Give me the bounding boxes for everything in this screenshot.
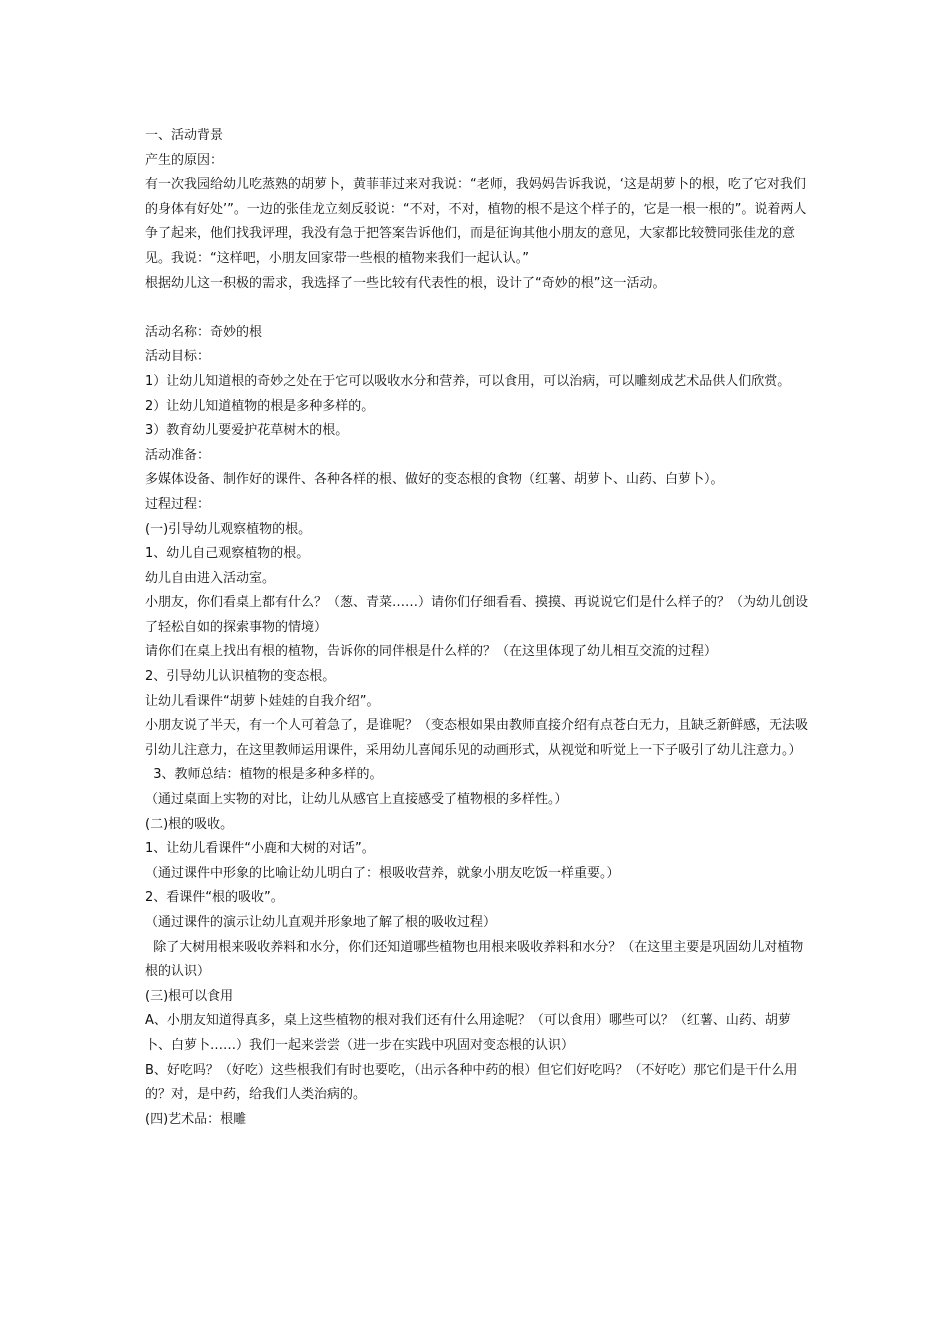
process-text: 小朋友说了半天，有一个人可着急了，是谁呢？（变态根如果由教师直接介绍有点苍白无力，且缺乏新鲜感，无法吸引幼儿注意力，在这里教师运用课件，采用幼儿喜闻乐见的动画形式，从视觉和听觉上一下子吸引了幼儿注意力。） [145, 718, 809, 758]
process-text: 让幼儿看课件“胡萝卜娃娃的自我介绍”。 [145, 693, 380, 709]
process-heading: 过程过程： [145, 496, 211, 512]
process-text: 小朋友，你们看桌上都有什么？（葱、青菜……）请你们仔细看看、摸摸、再说说它们是什么样子的？（为幼儿创设了轻松自如的探索事物的情境） [145, 595, 809, 635]
preparation-heading: 活动准备： [145, 447, 211, 463]
subheading-cause: 产生的原因： [145, 152, 224, 168]
preparation-text: 多媒体设备、制作好的课件、各种各样的根、做好的变态根的食物（红薯、胡萝卜、山药、白萝卜）。 [145, 472, 724, 488]
goal-item-1: 1）让幼儿知道根的奇妙之处在于它可以吸收水分和营养，可以食用，可以治病，可以雕刻成艺术品供人们欣赏。 [145, 373, 791, 389]
goal-item-3: 3）教育幼儿要爱护花草树木的根。 [145, 423, 349, 439]
process-text: （通过课件的演示让幼儿直观并形象地了解了根的吸收过程） [145, 915, 497, 930]
process-text: 请你们在桌上找出有根的植物，告诉你的同伴根是什么样的？（在这里体现了幼儿相互交流的过程） [145, 644, 718, 660]
blank-line [145, 296, 810, 321]
process-step: 3、教师总结：植物的根是多种多样的。 [145, 767, 383, 783]
activity-goals-heading: 活动目标： [145, 349, 211, 365]
document-page [145, 124, 810, 1132]
process-text: （通过桌面上实物的对比，让幼儿从感官上直接感受了植物根的多样性。） [145, 792, 568, 808]
process-part-1-heading: (一)引导幼儿观察植物的根。 [145, 521, 312, 537]
process-text: 幼儿自由进入活动室。 [145, 570, 276, 586]
process-step: 1、让幼儿看课件“小鹿和大树的对话”。 [145, 841, 375, 857]
process-step: 2、引导幼儿认识植物的变态根。 [145, 669, 336, 685]
paragraph-design: 根据幼儿这一积极的需求，我选择了一些比较有代表性的根，设计了“奇妙的根”这一活动。 [145, 275, 666, 291]
process-text: （通过课件中形象的比喻让幼儿明白了：根吸收营养，就象小朋友吃饭一样重要。） [145, 865, 620, 881]
process-part-4-heading: (四)艺术品：根雕 [145, 1111, 247, 1127]
goal-item-2: 2）让幼儿知道植物的根是多种多样的。 [145, 398, 375, 414]
process-part-3-heading: (三)根可以食用 [145, 988, 234, 1004]
process-text: A、小朋友知道得真多，桌上这些植物的根对我们还有什么用途呢？（可以食用）哪些可以？（红薯、山药、胡萝卜、白萝卜……）我们一起来尝尝（进一步在实践中巩固对变态根的认识） [145, 1013, 791, 1053]
paragraph-story: 有一次我园给幼儿吃蒸熟的胡萝卜，黄菲菲过来对我说：“老师，我妈妈告诉我说，‘这是胡萝卜的根，吃了它对我们的身体有好处’”。一边的张佳龙立刻反驳说：“不对，不对，植物的根不是这个样子的，它是一根一根的”。说着两人争了起来，他们找我评理，我没有急于把答案告诉他们，而是征询其他小朋友的意见，大家都比较赞同张佳龙的意见。我说：“这样吧，小朋友回家带一些根的植物来我们一起认认。” [145, 177, 807, 266]
activity-name: 活动名称：奇妙的根 [145, 324, 263, 340]
process-text: B、好吃吗？（好吃）这些根我们有时也要吃，（出示各种中药的根）但它们好吃吗？（不好吃）那它们是干什么用的？对，是中药，给我们人类治病的。 [145, 1062, 798, 1103]
process-step: 2、看课件“根的吸收”。 [145, 890, 284, 906]
process-step: 1、幼儿自己观察植物的根。 [145, 546, 310, 562]
process-text: 除了大树用根来吸收养料和水分，你们还知道哪些植物也用根来吸收养料和水分？（在这里主要是巩固幼儿对植物根的认识） [145, 939, 804, 980]
process-part-2-heading: (二)根的吸收。 [145, 816, 234, 832]
section-heading-background: 一、活动背景 [145, 128, 224, 143]
